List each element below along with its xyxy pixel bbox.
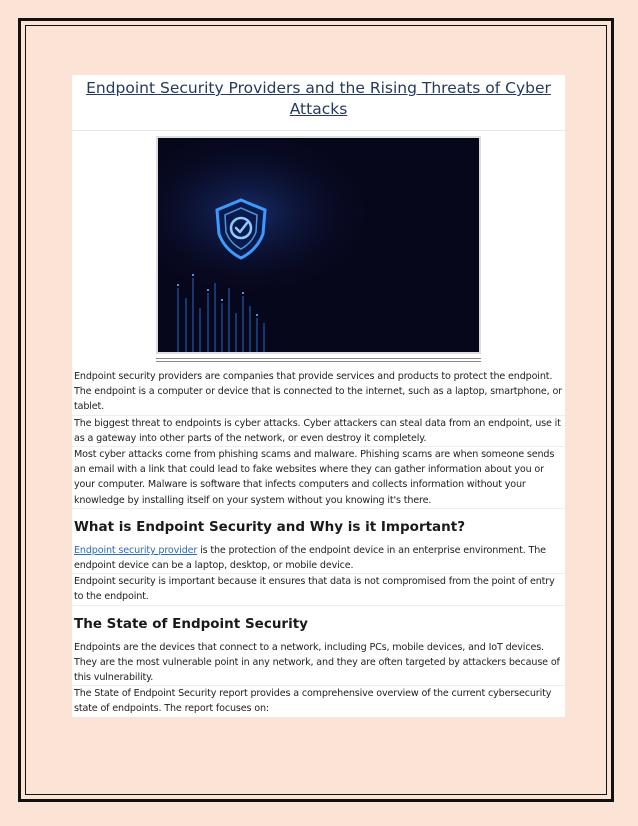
intro-paragraph-3: Most cyber attacks come from phishing scams and malware. Phishing scams are when someone sends an email with a link that could lead to fake websites where they can gather information about you or your computer. Malware is software that infects computers and collects information without your knowledge by installing itself on your system without you knowing it's there. xyxy=(72,447,565,509)
image-underline xyxy=(156,358,481,359)
section-heading-state-of-endpoint-security: The State of Endpoint Security xyxy=(74,615,308,632)
shield-check-icon xyxy=(158,138,479,352)
section2-paragraph-1: Endpoints are the devices that connect to a network, including PCs, mobile devices, and IoT devices. They are the most vulnerable point in any network, and they are often targeted by attackers because of this vulnerability. xyxy=(72,640,565,687)
image-underline xyxy=(156,361,481,362)
section-heading-endpoint-security: What is Endpoint Security and Why is it Important? xyxy=(74,518,466,535)
hero-image-area xyxy=(72,130,565,363)
endpoint-security-provider-link[interactable]: Endpoint security provider xyxy=(74,544,198,556)
intro-paragraph-1: Endpoint security providers are companies that provide services and products to protect the endpoint. The endpoint is a computer or device that is connected to the internet, such as a laptop, smartphone, or tablet. xyxy=(72,369,565,416)
intro-paragraph-2: The biggest threat to endpoints is cyber attacks. Cyber attackers can steal data from an endpoint, use it as a gateway into other parts of the network, or even destroy it completely. xyxy=(72,416,565,447)
section1-paragraph-2: Endpoint security is important because it ensures that data is not compromised from the point of entry to the endpoint. xyxy=(72,574,565,605)
section2-paragraph-2: The State of Endpoint Security report provides a comprehensive overview of the current cybersecurity state of endpoints. The report focuses on: xyxy=(74,688,552,715)
section1-paragraph-1 xyxy=(72,543,565,574)
document-content xyxy=(72,75,565,717)
document-title: Endpoint Security Providers and the Rising Threats of Cyber Attacks xyxy=(86,79,551,118)
section1-paragraph-1-text: is the protection of the endpoint device in an enterprise environment. The endpoint device can be a laptop, desktop, or mobile device. xyxy=(74,544,546,572)
hero-image xyxy=(156,136,481,354)
